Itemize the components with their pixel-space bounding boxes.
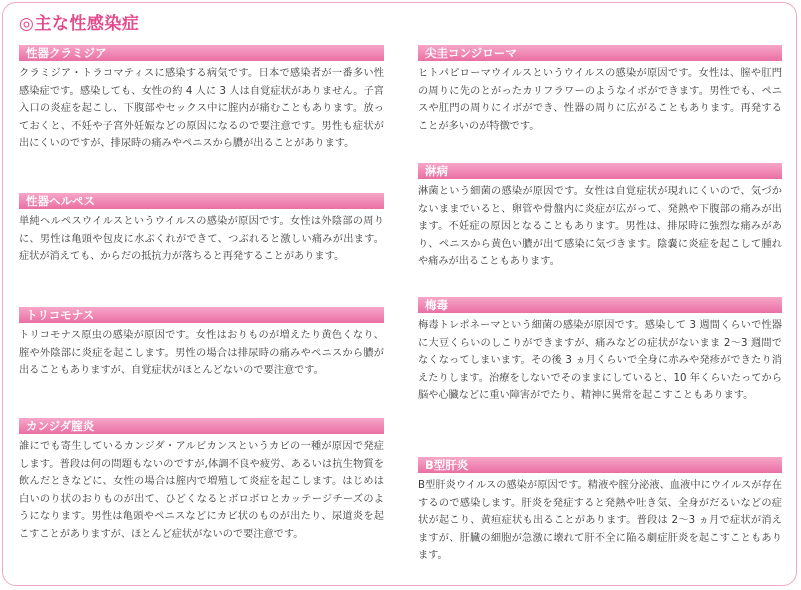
section-header: 尖圭コンジローマ — [418, 45, 782, 61]
section-trichomonas — [19, 307, 384, 380]
section-body: ヒトパピローマウイルスというウイルスの感染が原因です。女性は、膣や肛門の周りに先のとがったカリフラワーのようなイボができます。男性でも、ペニスや肛門の周りにイボができ、性器の周りに広がることもあります。再発することが多いのが特徴です。 — [418, 68, 782, 132]
section-header: カンジダ腟炎 — [19, 418, 384, 434]
section-header: 梅毒 — [418, 297, 782, 313]
section-header: B型肝炎 — [418, 457, 782, 473]
section-header: 性器ヘルペス — [19, 193, 384, 209]
section-condyloma — [418, 45, 782, 135]
section-chlamydia — [19, 45, 384, 153]
section-header: トリコモナス — [19, 307, 384, 323]
section-body: 淋菌という細菌の感染が原因です。女性は自覚症状が現れにくいので、気づかないままでいると、卵管や骨盤内に炎症が広がって、発熱や下腹部の痛みが出ます。不妊症の原因となることもあります。男性は、排尿時に強烈な痛みがあり、ペニスから黄色い膿が出て感染に気づきます。陰嚢に炎症を起こして腫れや痛みが出ることもあります。 — [418, 186, 782, 268]
section-herpes — [19, 193, 384, 266]
section-body: トリコモナス原虫の感染が原因です。女性はおりものが増えたり黄色くなり、腟や外陰部に炎症を起こします。男性の場合は排尿時の痛みやペニスから膿が出ることもありますが、自覚症状がほとんどないので要注意です。 — [19, 330, 384, 377]
section-candida — [19, 418, 384, 544]
section-body: B型肝炎ウイルスの感染が原因です。精液や腟分泌液、血液中にウイルスが存在するので感染します。肝炎を発症すると発熱や吐き気、全身がだるいなどの症状が起こり、黄疸症状も出ることがあります。普段は 2〜3 ヵ月で症状が消えますが、肝臓の細胞が急激に壊れて肝不全に陥る劇症肝炎を起こすこともあります。 — [418, 480, 782, 562]
section-syphilis — [418, 297, 782, 405]
section-body: クラミジア・トラコマティスに感染する病気です。日本で感染者が一番多い性感染症です。感染しても、女性の約 4 人に 3 人は自覚症状がありません。子宮入口の炎症を起こし、下腹部やセックス中に腟内が痛むこともあります。放っておくと、不妊や子宮外妊娠などの原因になるので要注意です。男性も症状が出にくいのですが、排尿時の痛みやペニスから膿が出ることがあります。 — [19, 68, 384, 150]
section-gonorrhea — [418, 163, 782, 271]
section-header: 淋病 — [418, 163, 782, 179]
section-body: 誰にでも寄生しているカンジダ・アルビカンスというカビの一種が原因で発症します。普段は何の問題もないのですが,体調不良や疲労、あるいは抗生物質を飲んだときなどに、女性の場合は腟内で増殖して炎症を起こします。はじめは白いのり状のおりものが出て、ひどくなるとボロボロとカッテージチーズのようになります。男性は亀頭やペニスなどにカビ状のものが出たり、尿道炎を起こすことがありますが、ほとんど症状がないので要注意です。 — [19, 441, 384, 540]
page-title: ◎主な性感染症 — [19, 14, 140, 34]
section-body: 単純ヘルペスウイルスというウイルスの感染が原因です。女性は外陰部の周りに、男性は亀頭や包皮に水ぶくれができて、つぶれると激しい痛みが出ます。症状が消えても、からだの抵抗力が落ちると再発することがあります。 — [19, 216, 384, 263]
section-hepatitis-b — [418, 457, 782, 565]
section-header: 性器クラミジア — [19, 45, 384, 61]
section-body: 梅毒トレポネーマという細菌の感染が原因です。感染して 3 週間くらいで性器に大豆くらいのしこりができますが、痛みなどの症状がないまま 2〜3 週間でなくなってしまいます。その後 3 ヵ月くらいで全身に赤みや発疹ができたり消えたりします。治療をしないでそのままにしていると、10 年くらいたってから脳や心臓などに重い障害がでたり、精神に異常を起こすこともあります。 — [418, 320, 782, 402]
